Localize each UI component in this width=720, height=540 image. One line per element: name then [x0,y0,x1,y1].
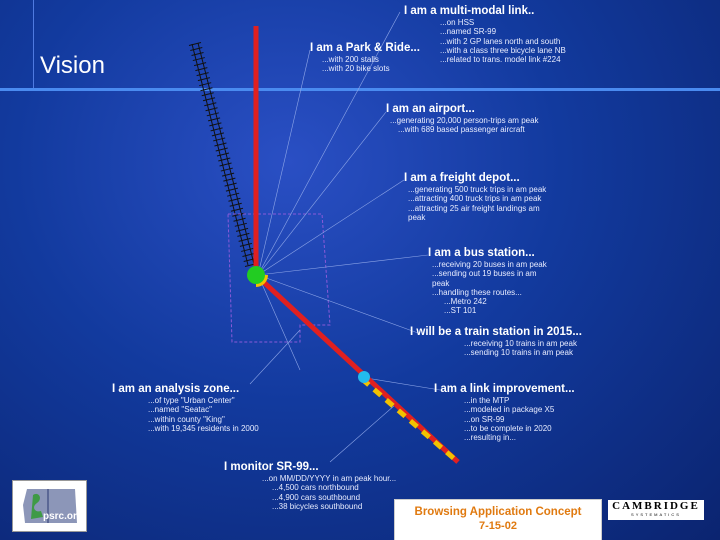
train-line-2: ...sending 10 trains in am peak [464,348,573,358]
zone-line-3: ...within county "King" [148,414,225,424]
rail-tie [221,168,233,171]
rail-tie [228,198,240,201]
rail-tie [200,88,212,91]
rail-tie [225,183,237,186]
park-ride-label [310,42,420,74]
improvement-line-3: ...on SR-99 [464,414,505,424]
rail-tie [199,83,211,86]
improvement-line-2: ...modeled in package X5 [464,405,555,415]
rail-tie [237,233,249,236]
psrc-logo-text: psrc.org [43,511,84,522]
bus-line-2: ...sending out 19 buses in am [432,269,537,279]
monitor-line-1: ...on MM/DD/YYYY in am peak hour... [262,474,397,484]
rail-tie [239,238,251,241]
freight-depot-heading: I am a freight depot... [404,172,520,184]
train-line-1: ...receiving 10 trains in am peak [464,339,577,349]
multimodal-link-label [404,5,566,64]
cambridge-systematics-logo[interactable] [608,500,704,520]
rail-tie [194,63,206,66]
rail-tie [203,98,215,101]
analysis-zone-label [112,383,259,433]
freight-line-4: peak [408,212,426,222]
banner-title: Browsing Application Concept [414,506,582,518]
rail-tie [231,208,243,211]
banner-date: 7-15-02 [479,520,517,532]
rail-tie [216,148,228,151]
analysis-zone-heading: I am an analysis zone... [112,383,240,395]
park-ride-heading: I am a Park & Ride... [310,42,420,54]
rail-tie [223,178,235,181]
multimodal-line-5: ...related to trans. model link #224 [440,54,561,64]
multimodal-line-2: ...named SR-99 [440,27,497,37]
rail-tie [242,253,254,256]
rail-tie [236,228,248,231]
railway-track [189,43,257,267]
slide-title: Vision [40,52,105,79]
rail-tie [214,143,226,146]
rail-tie [235,223,247,226]
freight-line-3: ...attracting 25 air freight landings am [408,203,540,213]
rail-tie [202,93,214,96]
rail-tie [209,123,221,126]
airport-heading: I am an airport... [386,103,475,115]
rail-tie [189,43,201,46]
bus-line-3: peak [432,278,450,288]
monitor-heading: I monitor SR-99... [224,461,319,473]
park-ride-line-1: ...with 200 stalls [322,55,379,65]
multimodal-line-3: ...with 2 GP lanes north and south [440,36,561,46]
link-improvement-label [434,383,575,442]
bus-line-5: ...Metro 242 [444,296,487,306]
improvement-line-5: ...resulting in... [464,432,517,442]
rail-tie [217,153,229,156]
leader-lines [250,12,440,462]
zone-line-4: ...with 19,345 residents in 2000 [148,423,259,433]
monitor-label [224,461,396,511]
park-and-ride-node[interactable] [247,266,265,284]
multimodal-line-4: ...with a class three bicycle lane NB [440,45,566,55]
rail-tie [193,58,205,61]
bus-station-label [428,247,547,315]
rail-tie [218,158,230,161]
rail-tie [241,248,253,251]
monitor-line-4: ...38 bicycles southbound [272,501,363,511]
rail-tie [190,48,202,51]
link-improvement-heading: I am a link improvement... [434,383,575,395]
park-ride-line-2: ...with 20 bike slots [322,64,390,74]
rail-tie [192,53,204,56]
bus-line-6: ...ST 101 [444,306,477,316]
zone-line-2: ...named "Seatac" [148,405,212,415]
rail-tie [227,193,239,196]
bus-line-1: ...receiving 20 buses in am peak [432,260,547,270]
airport-line-2: ...with 689 based passenger aircraft [398,125,525,135]
company-name: CAMBRIDGE [612,500,700,512]
washington-map-icon [13,481,86,531]
airport-label [386,103,539,135]
freight-depot-label [404,172,546,222]
rail-tie [234,218,246,221]
freight-line-1: ...generating 500 truck trips in am peak [408,185,547,195]
rail-tie [222,173,234,176]
rail-tie [211,128,223,131]
rail-tie [226,188,238,191]
improvement-line-4: ...to be complete in 2020 [464,423,552,433]
rail-tie [198,78,210,81]
monitor-line-3: ...4,900 cars southbound [272,492,361,502]
rail-tie [208,118,220,121]
rail-tie [213,138,225,141]
rail-tie [212,133,224,136]
monitor-line-2: ...4,500 cars northbound [272,483,359,493]
rail-tie [197,73,209,76]
rail-tie [240,243,252,246]
multimodal-link-heading: I am a multi-modal link.. [404,5,535,17]
train-station-heading: I will be a train station in 2015... [410,326,582,338]
monitor-station-node[interactable] [358,371,370,383]
freight-line-2: ...attracting 400 truck trips in am peak [408,194,542,204]
rail-tie [230,203,242,206]
zone-line-1: ...of type "Urban Center" [148,396,235,406]
rail-tie [195,68,207,71]
improvement-line-1: ...in the MTP [464,396,510,406]
bus-line-4: ...handling these routes... [432,287,522,297]
train-station-label [410,326,582,358]
multimodal-line-1: ...on HSS [440,18,475,28]
browsing-concept-banner [394,499,602,540]
rail-tie [206,108,218,111]
rail-tie [207,113,219,116]
bus-station-heading: I am a bus station... [428,247,535,259]
psrc-logo[interactable] [12,480,87,532]
airport-line-1: ...generating 20,000 person-trips am peak [390,116,539,126]
rail-tie [220,163,232,166]
company-subtitle: SYSTEMATICS [631,512,681,517]
rail-tie [204,103,216,106]
